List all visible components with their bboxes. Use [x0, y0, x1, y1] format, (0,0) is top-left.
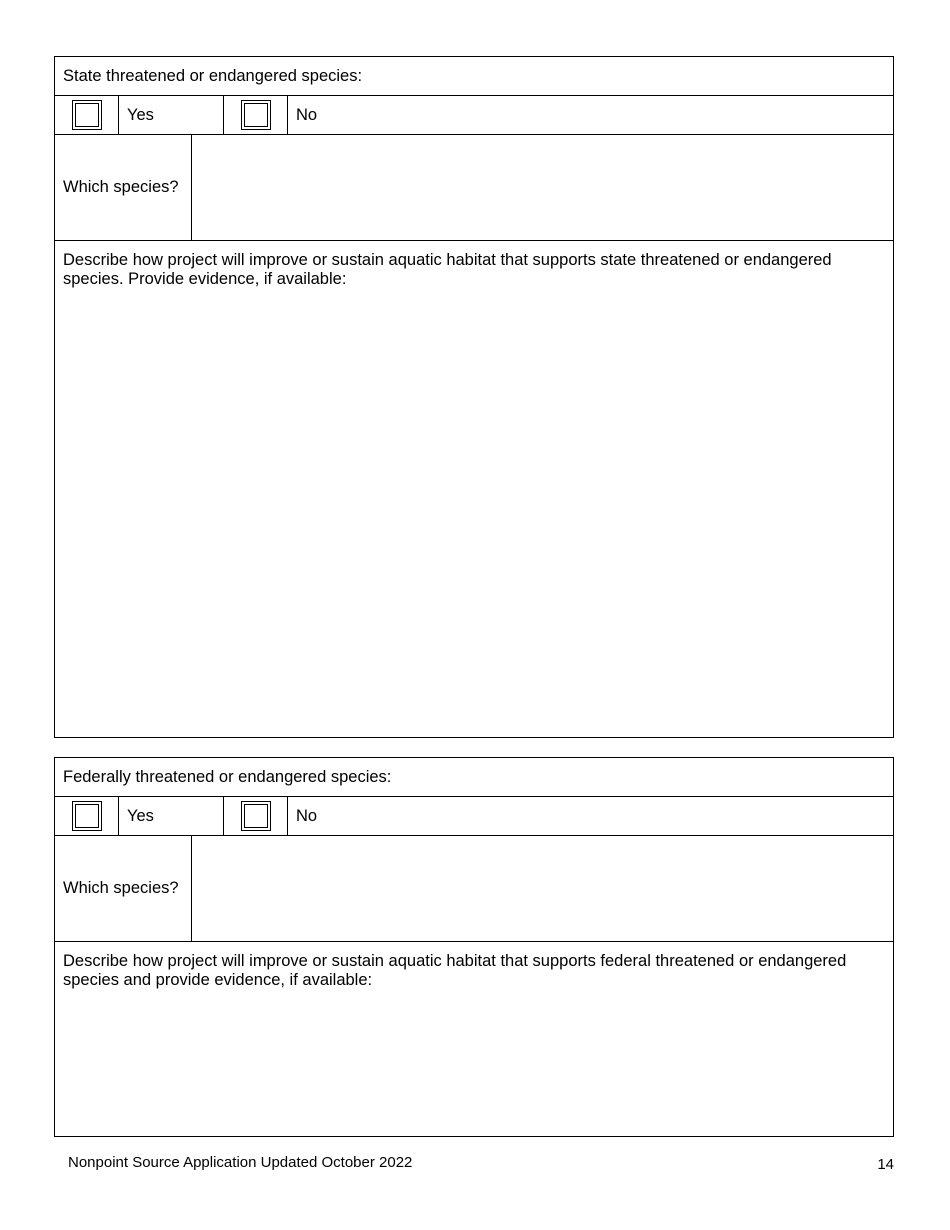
state-no-checkbox-cell: [224, 96, 288, 134]
federal-yes-checkbox[interactable]: [72, 801, 102, 831]
state-yes-no-row: [55, 96, 893, 135]
federal-yes-no-row: [55, 797, 893, 836]
state-no-label: No: [296, 105, 318, 124]
state-no-checkbox[interactable]: [241, 100, 271, 130]
federal-yes-label: Yes: [119, 797, 224, 835]
page-number: 14: [877, 1156, 894, 1173]
state-species-title-text: State threatened or endangered species:: [63, 66, 363, 85]
federal-which-species-row: [55, 836, 893, 942]
federal-species-title-text: Federally threatened or endangered species:: [63, 767, 392, 786]
state-species-section: [54, 56, 894, 738]
federal-which-species-field[interactable]: [192, 836, 893, 941]
federal-yes-checkbox-cell: [55, 797, 119, 835]
state-species-title: [55, 57, 893, 96]
federal-species-section: [54, 757, 894, 1137]
state-yes-checkbox[interactable]: [72, 100, 102, 130]
state-yes-checkbox-cell: [55, 96, 119, 134]
state-which-species-row: [55, 135, 893, 241]
federal-describe-field[interactable]: [55, 942, 893, 990]
federal-species-title: [55, 758, 893, 797]
state-which-species-field[interactable]: [192, 135, 893, 240]
federal-no-label: No: [296, 806, 318, 825]
federal-describe-prompt: Describe how project will improve or sustain aquatic habitat that supports federal threatened or endangered species and provide evidence, if available:: [63, 952, 847, 989]
state-describe-prompt: Describe how project will improve or sustain aquatic habitat that supports state threatened or endangered species. Provide evidence, if available:: [63, 251, 832, 288]
state-yes-label: Yes: [119, 96, 224, 134]
federal-no-checkbox[interactable]: [241, 801, 271, 831]
federal-which-species-label: Which species?: [55, 836, 192, 941]
state-which-species-label: Which species?: [55, 135, 192, 240]
footer-text: Nonpoint Source Application Updated October 2022: [68, 1154, 413, 1171]
federal-no-checkbox-cell: [224, 797, 288, 835]
state-describe-field[interactable]: [55, 241, 893, 289]
